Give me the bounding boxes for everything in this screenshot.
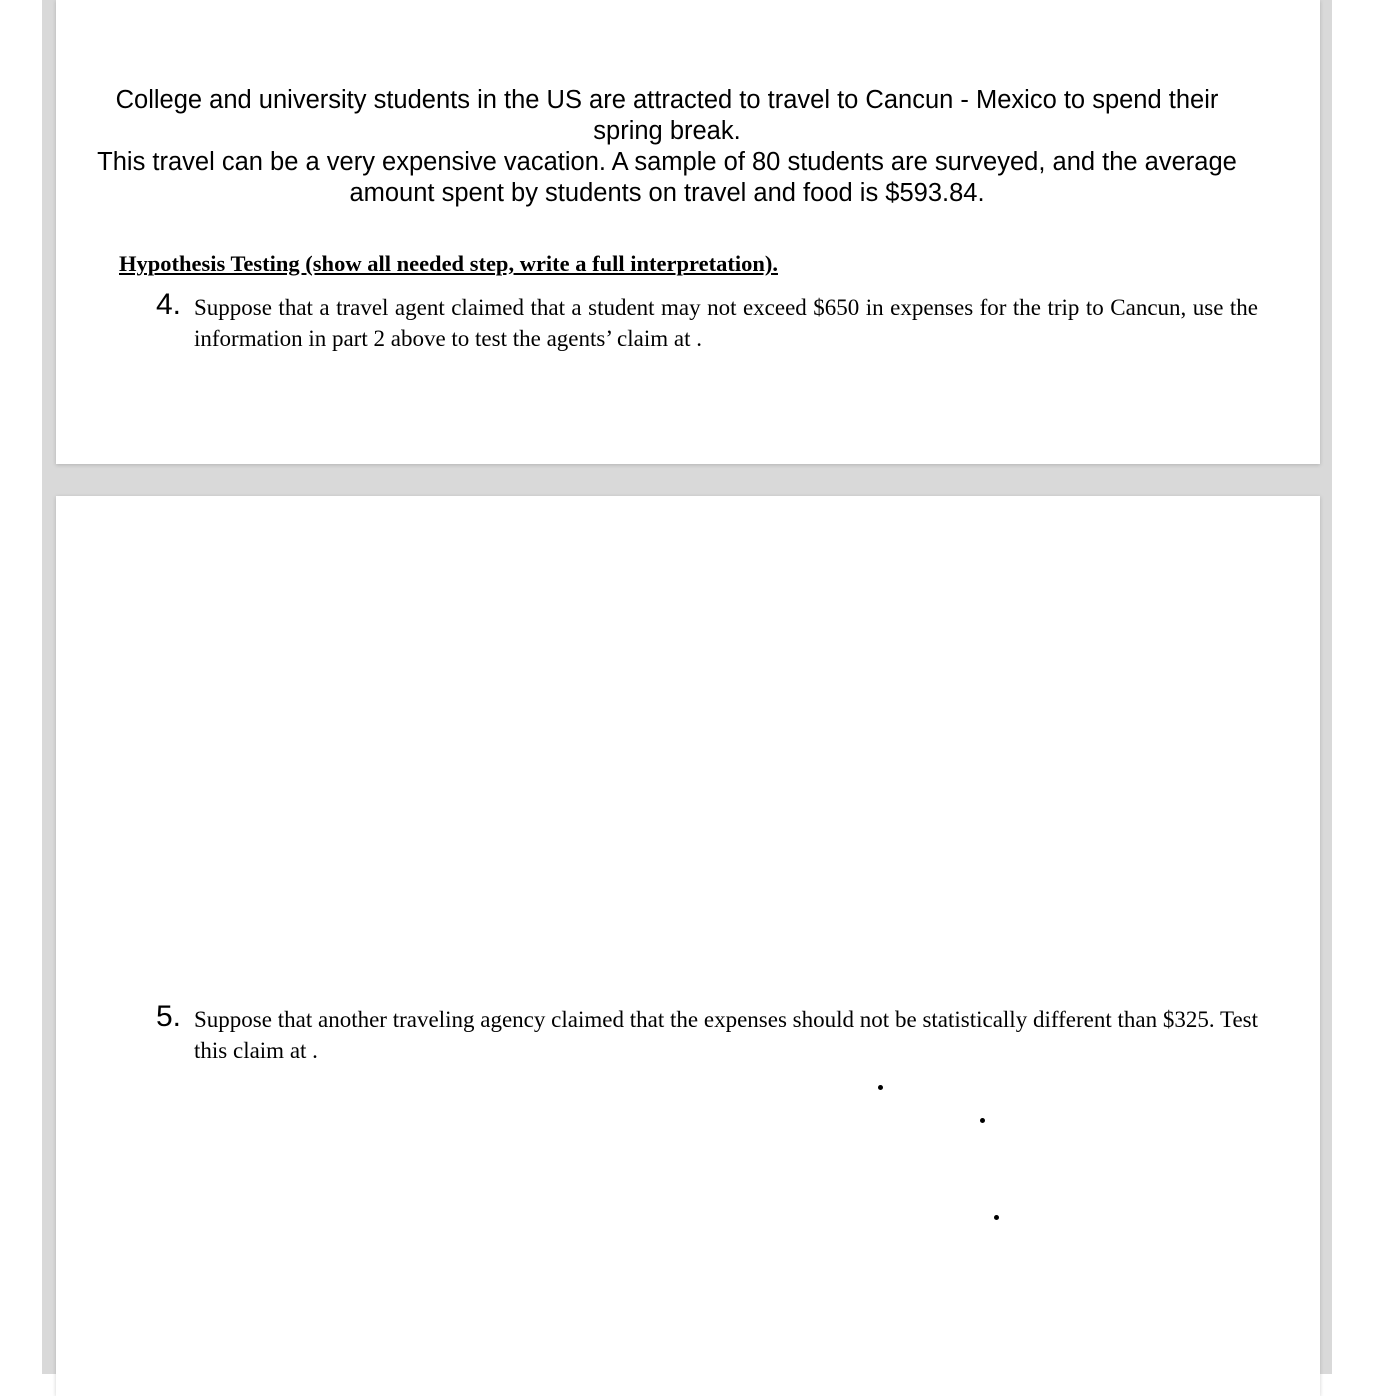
question-number: 4. (156, 288, 182, 321)
page-1 (56, 0, 1320, 464)
question-text: Suppose that another traveling agency claimed that the expenses should not be statistically different than $325. Test this claim at . (194, 1007, 1258, 1063)
section-heading: Hypothesis Testing (show all needed step, write a full interpretation). (119, 251, 778, 276)
stray-dot-mark (878, 1085, 883, 1090)
stray-dot-mark (980, 1118, 985, 1123)
page-2 (56, 496, 1320, 1396)
intro-paragraph-2: This travel can be a very expensive vacation. A sample of 80 students are surveyed, and the average amount spent by students on travel and food is $593.84. (97, 148, 1237, 207)
question-number: 5. (156, 1000, 182, 1033)
stray-dot-mark (994, 1215, 999, 1220)
question-4 (156, 288, 1258, 354)
question-text: Suppose that a travel agent claimed that a student may not exceed $650 in expenses for the trip to Cancun, use the information in part 2 above to test the agents’ claim at . (194, 295, 1258, 351)
question-5 (156, 1000, 1258, 1066)
document-viewer[interactable] (42, 0, 1332, 1374)
intro-paragraph-1: College and university students in the US are attracted to travel to Cancun - Mexico to spend their spring break. (115, 86, 1219, 145)
